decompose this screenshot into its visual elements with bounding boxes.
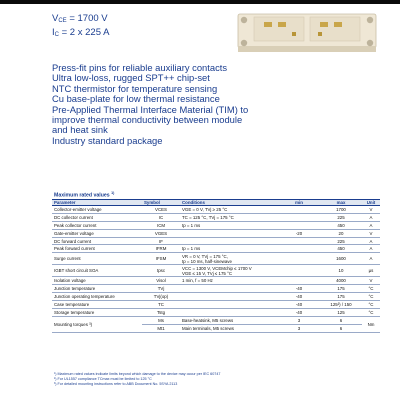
header-conditions: Conditions — [180, 200, 278, 206]
cell-max: 450 — [320, 245, 362, 253]
footnote: ³) For detailed mounting instructions refer to ABB Document No. 5SYA 2113 — [54, 382, 178, 386]
cell-symbol: TVj(op) — [142, 293, 180, 301]
cell-conditions: VR = 0 V, TVj = 175 °C, tp = 10 ms, half-sinewave — [180, 253, 278, 265]
cell-parameter: Gate-emitter voltage — [52, 229, 142, 237]
max-ratings-table — [52, 199, 380, 333]
feature-item: Cu base-plate for low thermal resistance — [52, 93, 220, 105]
cell-symbol: VGES — [142, 229, 180, 237]
cell-min: -40 — [278, 293, 320, 301]
cell-max: 6 — [320, 316, 362, 324]
table-row — [52, 308, 380, 316]
cell-conditions — [180, 308, 278, 316]
cell-min — [278, 221, 320, 229]
cell-max: 4000 — [320, 277, 362, 285]
table-row — [52, 285, 380, 293]
cell-min: 3 — [278, 324, 320, 332]
cell-parameter: Peak collector current — [52, 221, 142, 229]
cell-unit: A — [362, 245, 380, 253]
cell-max: 225 — [320, 213, 362, 221]
cell-conditions: TC = 125 °C, TVj = 175 °C — [180, 213, 278, 221]
footnote: ²) For UL1557 compliance TCmax must be limited to 125 °C — [54, 377, 152, 381]
cell-unit: °C — [362, 301, 380, 309]
cell-conditions: Base-heatsink, M5 screws — [180, 316, 278, 324]
cell-parameter: Collector-emitter voltage — [52, 206, 142, 214]
cell-symbol: TC — [142, 301, 180, 309]
cell-parameter: DC collector current — [52, 213, 142, 221]
cell-max: 175 — [320, 285, 362, 293]
table-row — [52, 316, 380, 324]
table-row — [52, 253, 380, 265]
cell-symbol: Tstg — [142, 308, 180, 316]
cell-min — [278, 213, 320, 221]
cell-unit: V — [362, 206, 380, 214]
table-row — [52, 221, 380, 229]
cell-min: -20 — [278, 229, 320, 237]
cell-min: -40 — [278, 301, 320, 309]
cell-min — [278, 253, 320, 265]
cell-symbol: IFSM — [142, 253, 180, 265]
cell-symbol: TVj — [142, 285, 180, 293]
table-row — [52, 293, 380, 301]
cell-conditions: 1 min, f = 50 Hz — [180, 277, 278, 285]
table-row — [52, 229, 380, 237]
feature-item: improve thermal conductivity between module — [52, 114, 243, 126]
table-title: Maximum rated values $^{1)}$ — [54, 191, 115, 199]
cell-unit: A — [362, 253, 380, 265]
cell-parameter: Junction temperature — [52, 285, 142, 293]
cell-max: 6 — [320, 324, 362, 332]
cell-conditions — [180, 285, 278, 293]
cell-min: -40 — [278, 285, 320, 293]
cell-min — [278, 206, 320, 214]
cell-unit: µs — [362, 265, 380, 277]
cell-max: 125²) / 150 — [320, 301, 362, 309]
cell-unit: A — [362, 221, 380, 229]
feature-item: Ultra low-loss, rugged SPT++ chip-set — [52, 72, 210, 84]
table-row — [52, 301, 380, 309]
header-max: max — [320, 200, 362, 206]
cell-symbol: tpsc — [142, 265, 180, 277]
table-row — [52, 206, 380, 214]
cell-min — [278, 265, 320, 277]
cell-symbol: IFRM — [142, 245, 180, 253]
header-min: min — [278, 200, 320, 206]
cell-unit: A — [362, 237, 380, 245]
cell-symbol: IC — [142, 213, 180, 221]
cell-max: 175 — [320, 293, 362, 301]
cell-conditions — [180, 301, 278, 309]
footnotes — [54, 372, 220, 387]
cell-parameter: Junction operating temperature — [52, 293, 142, 301]
table-row — [52, 265, 380, 277]
cell-parameter: Isolation voltage — [52, 277, 142, 285]
cell-conditions — [180, 293, 278, 301]
feature-item: Pre-Applied Thermal Interface Material (TIM) to — [52, 103, 249, 115]
cell-symbol: Ms — [142, 316, 180, 324]
cell-conditions: Main terminals, M5 screws — [180, 324, 278, 332]
cell-min — [278, 245, 320, 253]
cell-parameter: IGBT short circuit SOA — [52, 265, 142, 277]
feature-item: NTC thermistor for temperature sensing — [52, 82, 218, 94]
module-photo — [232, 8, 382, 56]
cell-parameter: Case temperature — [52, 301, 142, 309]
key-ratings — [52, 13, 109, 41]
cell-conditions: tp = 1 ms — [180, 221, 278, 229]
cell-max: 1700 — [320, 206, 362, 214]
cell-unit: Nm — [362, 316, 380, 332]
cell-conditions: VGE = 0 V, TVj ≥ 25 °C — [180, 206, 278, 214]
cell-unit: °C — [362, 293, 380, 301]
cell-max: 225 — [320, 237, 362, 245]
table-row — [52, 237, 380, 245]
cell-unit: °C — [362, 308, 380, 316]
cell-symbol: Mt1 — [142, 324, 180, 332]
feature-item: Press-fit pins for reliable auxiliary contacts — [52, 62, 228, 73]
cell-max: 125 — [320, 308, 362, 316]
feature-item: Industry standard package — [52, 134, 163, 146]
cell-conditions: tp = 1 ms — [180, 245, 278, 253]
cell-conditions — [180, 237, 278, 245]
feature-list — [52, 63, 392, 146]
footnote: ¹) Maximum rated values indicate limits beyond which damage to the device may occur per IEC 60747 — [54, 372, 221, 376]
header-parameter: Parameter — [52, 200, 142, 206]
cell-symbol: IF — [142, 237, 180, 245]
cell-min — [278, 277, 320, 285]
cell-min — [278, 237, 320, 245]
ic-rating: $I_C = 2$ x 225 A — [52, 27, 110, 38]
cell-parameter: DC forward current — [52, 237, 142, 245]
cell-parameter: Surge current — [52, 253, 142, 265]
cell-conditions — [180, 229, 278, 237]
cell-symbol: Visol — [142, 277, 180, 285]
cell-symbol: VCES — [142, 206, 180, 214]
cell-max: 10 — [320, 265, 362, 277]
vce-rating: $V_{CE} = 1700$ V — [52, 13, 108, 24]
top-header-bar — [0, 0, 400, 4]
feature-item: and heat sink — [52, 124, 108, 136]
table-row — [52, 277, 380, 285]
cell-unit: °C — [362, 285, 380, 293]
table-row — [52, 245, 380, 253]
table-row — [52, 213, 380, 221]
cell-max: 20 — [320, 229, 362, 237]
cell-parameter: Storage temperature — [52, 308, 142, 316]
cell-parameter: Mounting torques ³) — [52, 316, 142, 332]
cell-max: 450 — [320, 221, 362, 229]
cell-parameter: Peak forward current — [52, 245, 142, 253]
cell-unit: A — [362, 213, 380, 221]
header-symbol: Symbol — [142, 200, 180, 206]
cell-min: -40 — [278, 308, 320, 316]
cell-min: 3 — [278, 316, 320, 324]
header-unit: Unit — [362, 200, 380, 206]
cell-unit: V — [362, 277, 380, 285]
cell-unit: V — [362, 229, 380, 237]
cell-max: 1600 — [320, 253, 362, 265]
cell-symbol: ICM — [142, 221, 180, 229]
cell-conditions: VCC = 1300 V, VCEMchip ≤ 1700 V VGE ≤ 15 V, TVj ≤ 175 °C — [180, 265, 278, 277]
